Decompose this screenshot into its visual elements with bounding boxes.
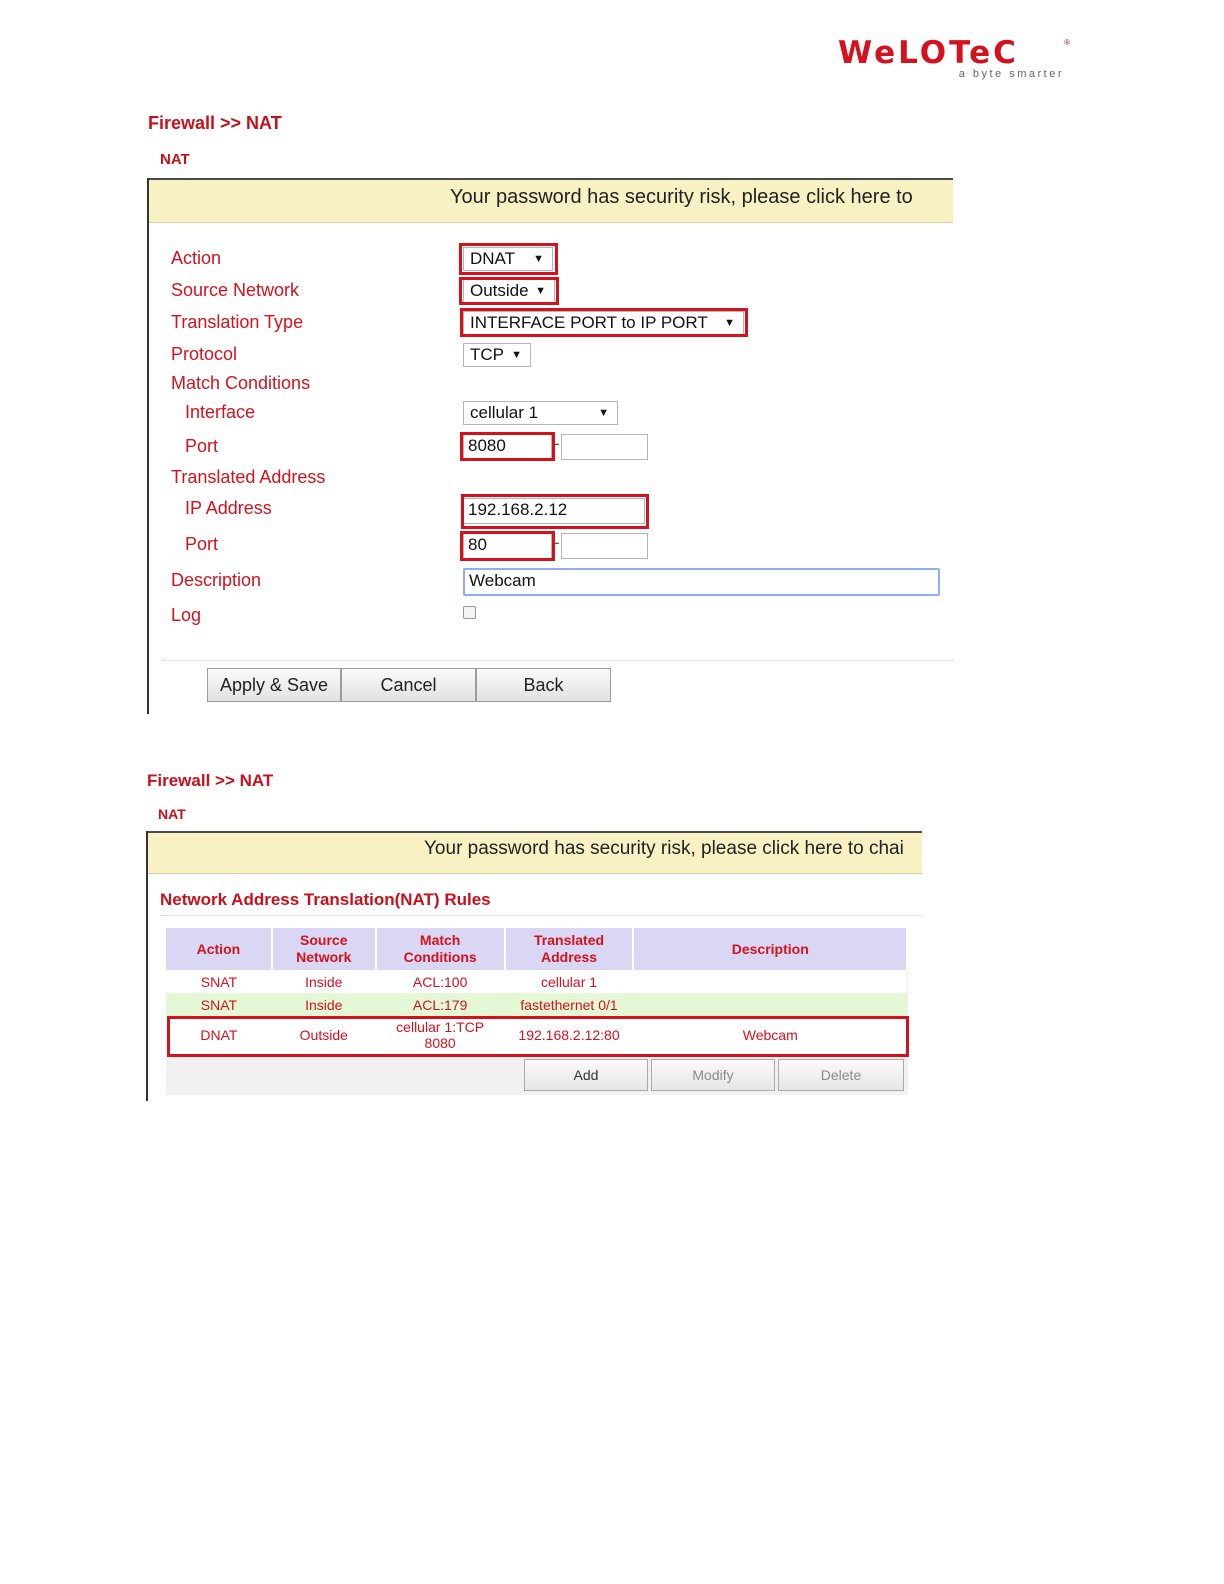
nat-rules-section-title: Network Address Translation(NAT) Rules: [160, 890, 491, 909]
cell-description: [633, 993, 907, 1016]
translated-port-end-input[interactable]: [561, 533, 648, 559]
interface-label: Interface: [185, 402, 256, 422]
cell-description: [633, 970, 907, 993]
cell-match-conditions: cellular 1:TCP 8080: [396, 1019, 485, 1051]
translated-port-label: Port: [185, 534, 219, 554]
banner-text[interactable]: Your password has security risk, please click here to: [450, 186, 913, 208]
port-range-separator: -: [554, 434, 560, 453]
cell-translated-address: 192.168.2.12:80: [518, 1027, 620, 1043]
chevron-down-icon: ▼: [598, 407, 609, 419]
highlight-box: [459, 277, 559, 305]
brand-tagline: a byte smarter: [958, 68, 1064, 80]
table-row[interactable]: [166, 993, 907, 1016]
password-warning-banner[interactable]: [149, 178, 953, 223]
action-label: Action: [171, 248, 222, 268]
ip-address-input[interactable]: 192.168.2.12: [463, 498, 645, 524]
source-network-label: Source Network: [171, 280, 300, 300]
column-header-source-network: Source Network: [272, 928, 376, 970]
port-range-separator: -: [554, 533, 560, 552]
action-select-value: DNAT: [470, 249, 516, 268]
highlight-box: [460, 531, 555, 561]
column-header-action: Action: [166, 928, 272, 970]
cancel-button[interactable]: Cancel: [341, 668, 476, 702]
column-header-match-conditions: Match Conditions: [376, 928, 505, 970]
add-button[interactable]: Add: [524, 1059, 648, 1091]
match-port-label: Port: [185, 436, 219, 456]
cell-description: Webcam: [742, 1027, 798, 1043]
delete-button[interactable]: Delete: [778, 1059, 904, 1091]
chevron-down-icon: ▼: [535, 285, 546, 297]
cell-translated-address: fastethernet 0/1: [520, 996, 618, 1013]
match-port-start-input[interactable]: 8080: [463, 434, 552, 460]
highlight-box: [461, 494, 649, 529]
cell-source-network: Outside: [299, 1027, 348, 1043]
table-header-row: [166, 928, 907, 970]
match-port-end-input[interactable]: [561, 434, 648, 460]
cell-translated-address: cellular 1: [541, 973, 598, 990]
description-label: Description: [171, 570, 262, 590]
interface-select[interactable]: [463, 401, 618, 425]
welotec-logo: [838, 35, 1070, 84]
cell-action: DNAT: [200, 1027, 238, 1043]
chevron-down-icon: ▼: [511, 349, 522, 361]
page-title: NAT: [160, 151, 190, 168]
match-conditions-label: Match Conditions: [171, 373, 311, 393]
back-button[interactable]: Back: [476, 668, 611, 702]
form-divider: [163, 660, 953, 661]
highlight-box: [460, 308, 748, 337]
brand-registered-mark: ®: [1064, 38, 1070, 47]
cell-source-network: Inside: [305, 996, 343, 1013]
page-title: NAT: [158, 806, 186, 822]
log-checkbox[interactable]: [463, 606, 476, 619]
source-network-select-value: Outside: [470, 281, 529, 300]
ip-address-label: IP Address: [185, 498, 272, 518]
cell-source-network: Inside: [305, 973, 343, 990]
protocol-label: Protocol: [171, 344, 238, 364]
description-input[interactable]: Webcam: [463, 568, 940, 596]
translation-type-select-value: INTERFACE PORT to IP PORT: [470, 313, 708, 332]
cell-action: SNAT: [200, 996, 238, 1013]
section-divider: [160, 915, 922, 916]
highlight-box: [459, 243, 558, 275]
cell-match-conditions: ACL:179: [412, 996, 468, 1013]
cell-action: SNAT: [200, 973, 238, 990]
chevron-down-icon: ▼: [724, 317, 735, 329]
highlight-box: [167, 1016, 909, 1057]
password-warning-banner[interactable]: [148, 831, 922, 874]
breadcrumb[interactable]: Firewall >> NAT: [148, 113, 282, 133]
apply-save-button[interactable]: Apply & Save: [207, 668, 341, 702]
brand-name: WeLOTeC: [838, 35, 1019, 71]
highlight-box: [460, 432, 555, 461]
translated-address-label: Translated Address: [171, 467, 326, 487]
panel-left-border: [147, 178, 149, 714]
chevron-down-icon: ▼: [533, 253, 544, 265]
column-header-description: Description: [633, 928, 907, 970]
protocol-select-value: TCP: [470, 345, 504, 364]
translated-port-start-input[interactable]: 80: [463, 533, 552, 559]
modify-button[interactable]: Modify: [651, 1059, 775, 1091]
breadcrumb[interactable]: Firewall >> NAT: [147, 771, 274, 790]
translation-type-label: Translation Type: [171, 312, 304, 332]
column-header-translated-address: Translated Address: [505, 928, 634, 970]
log-label: Log: [171, 605, 202, 625]
banner-text[interactable]: Your password has security risk, please click here to chai: [424, 838, 904, 859]
interface-select-value: cellular 1: [470, 403, 539, 422]
cell-match-conditions: ACL:100: [412, 973, 468, 990]
protocol-select[interactable]: [463, 343, 531, 367]
table-row[interactable]: [166, 970, 907, 993]
